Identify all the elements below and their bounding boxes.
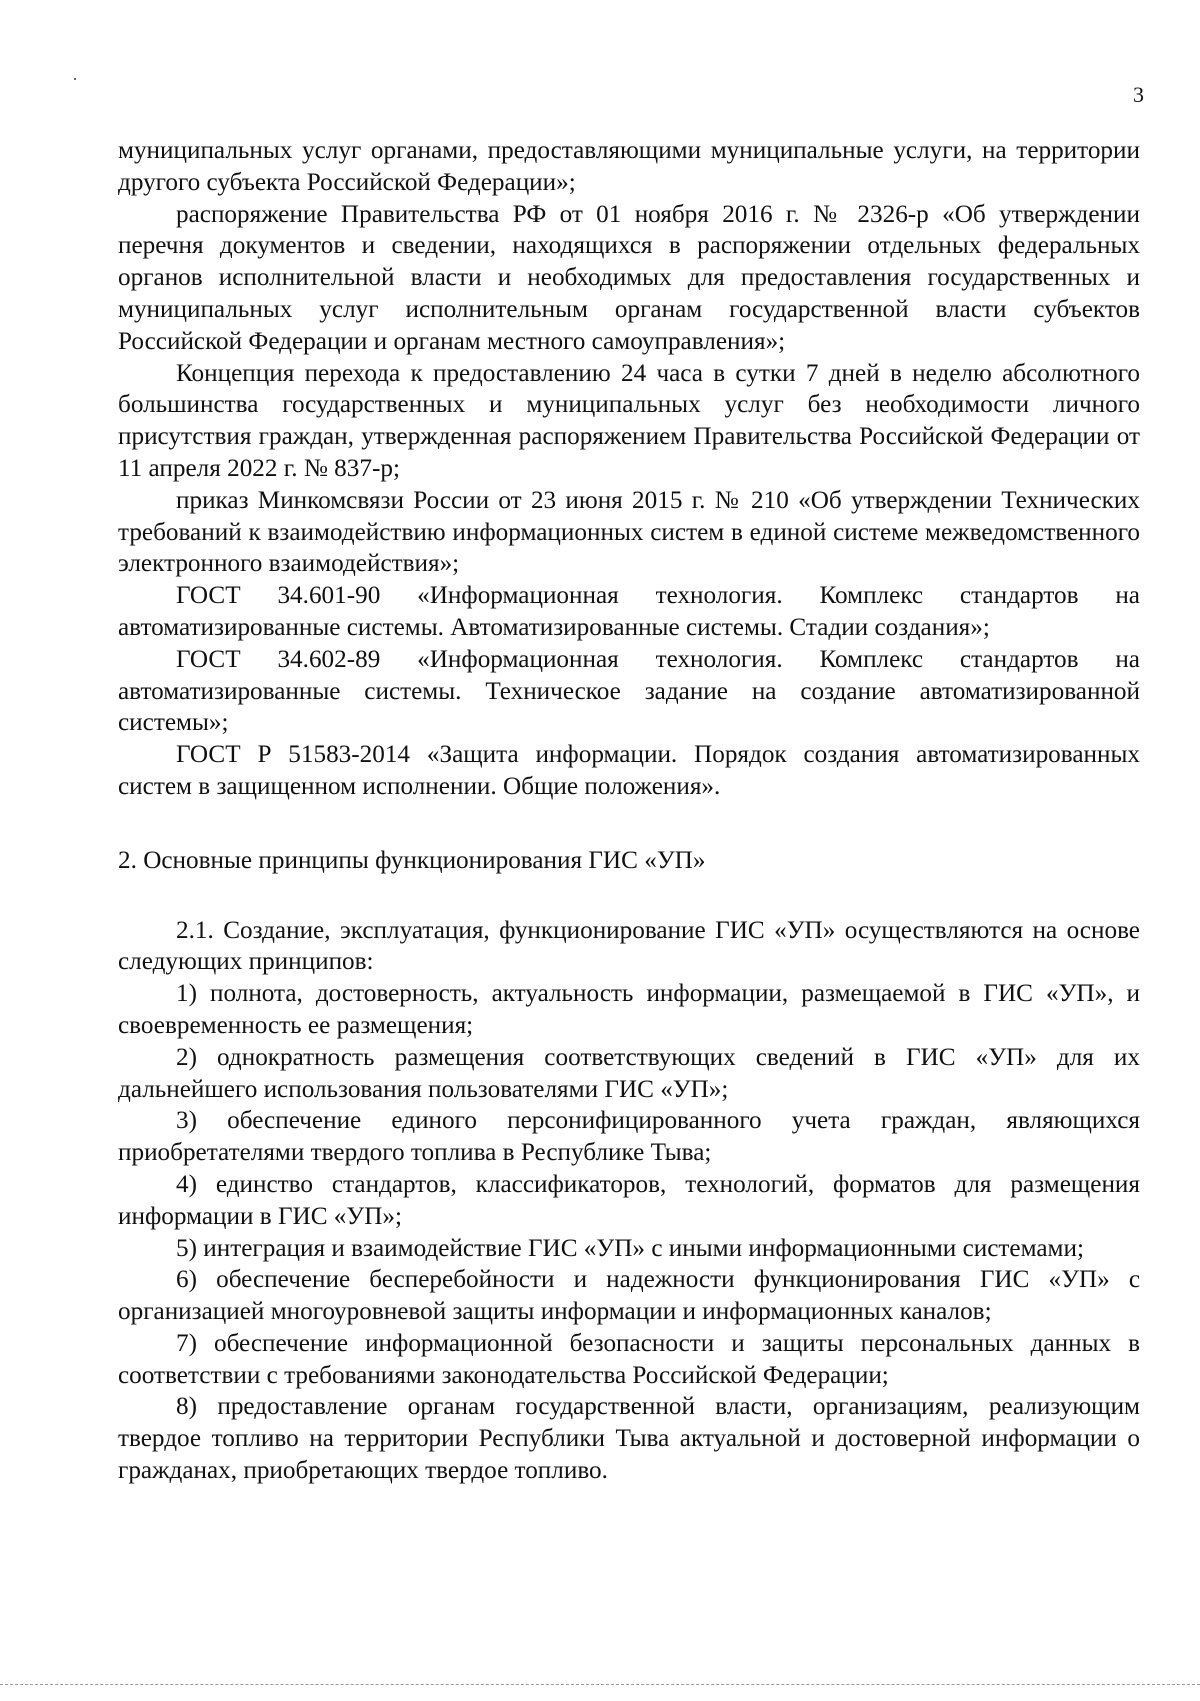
paragraph-concept-24-7: Концепция перехода к предоставлению 24 часа в сутки 7 дней в неделю абсолютного большинства государственных и муниципальных услуг без необходимости личного присутствия граждан, утвержденная распоряжением Правительства Российской Федерации от 11 апреля 2022 г. № 837-р; [118,359,1140,482]
paragraph-government-order-2326: распоряжение Правительства РФ от 01 ноября 2016 г. № 2326-р «Об утверждении перечня документов и сведении, находящихся в распоряжении отдельных федеральных органов исполнительной власти и необходимых для предоставления государственных и муниципальных услуг исполнительным органам государственной власти субъектов Российской Федерации и органам местного самоуправления»; [118,200,1140,355]
paragraph-gost-34-601: ГОСТ 34.601-90 «Информационная технология. Комплекс стандартов на автоматизированные системы. Автоматизированные системы. Стадии создания»; [118,582,1140,641]
principle-item-3: 3) обеспечение единого персонифицированного учета граждан, являющихся приобретателями твердого топлива в Республике Тыва; [118,1107,1140,1167]
section-heading: 2. Основные принципы функционирования ГИС «УП» [118,846,706,874]
paragraph-gost-51583: ГОСТ Р 51583-2014 «Защита информации. Порядок создания автоматизированных систем в защищенном исполнении. Общие положения». [118,741,1140,800]
principle-item-8: 8) предоставление органам государственной власти, организациям, реализующим твердое топливо на территории Республики Тыва актуальной и достоверной информации о гражданах, приобретающих твердое топливо. [118,1393,1140,1485]
principle-item-1: 1) полнота, достоверность, актуальность информации, размещаемой в ГИС «УП», и своевременность ее размещения; [118,980,1140,1039]
principle-item-5: 5) интеграция и взаимодействие ГИС «УП» с иными информационными системами; [176,1234,1084,1262]
document-body [118,135,1140,1487]
paragraph-2-1-intro: 2.1. Создание, эксплуатация, функционирование ГИС «УП» осуществляются на основе следующих принципов: [118,916,1140,976]
principle-item-6: 6) обеспечение бесперебойности и надежности функционирования ГИС «УП» с организацией многоуровневой защиты информации и информационных каналов; [118,1266,1140,1326]
scan-speck [74,78,76,80]
principle-item-2: 2) однократность размещения соответствующих сведений в ГИС «УП» для их дальнейшего использования пользователями ГИС «УП»; [118,1043,1140,1103]
page-number: 3 [1133,82,1144,107]
paragraph-order-210: приказ Минкомсвязи России от 23 июня 2015 г. № 210 «Об утверждении Технических требований к взаимодействию информационных систем в единой системе межведомственного электронного взаимодействия»; [118,486,1140,578]
paragraph-gost-34-602: ГОСТ 34.602-89 «Информационная технология. Комплекс стандартов на автоматизированные системы. Техническое задание на создание автоматизированной системы»; [118,645,1140,737]
paragraph-continuation: муниципальных услуг органами, предоставляющими муниципальные услуги, на территории другого субъекта Российской Федерации»; [118,137,1140,196]
principle-item-4: 4) единство стандартов, классификаторов, технологий, форматов для размещения информации в ГИС «УП»; [118,1170,1140,1230]
scan-bottom-edge [0,1684,1200,1685]
principle-item-7: 7) обеспечение информационной безопасности и защиты персональных данных в соответствии с требованиями законодательства Российской Федерации; [118,1329,1140,1389]
